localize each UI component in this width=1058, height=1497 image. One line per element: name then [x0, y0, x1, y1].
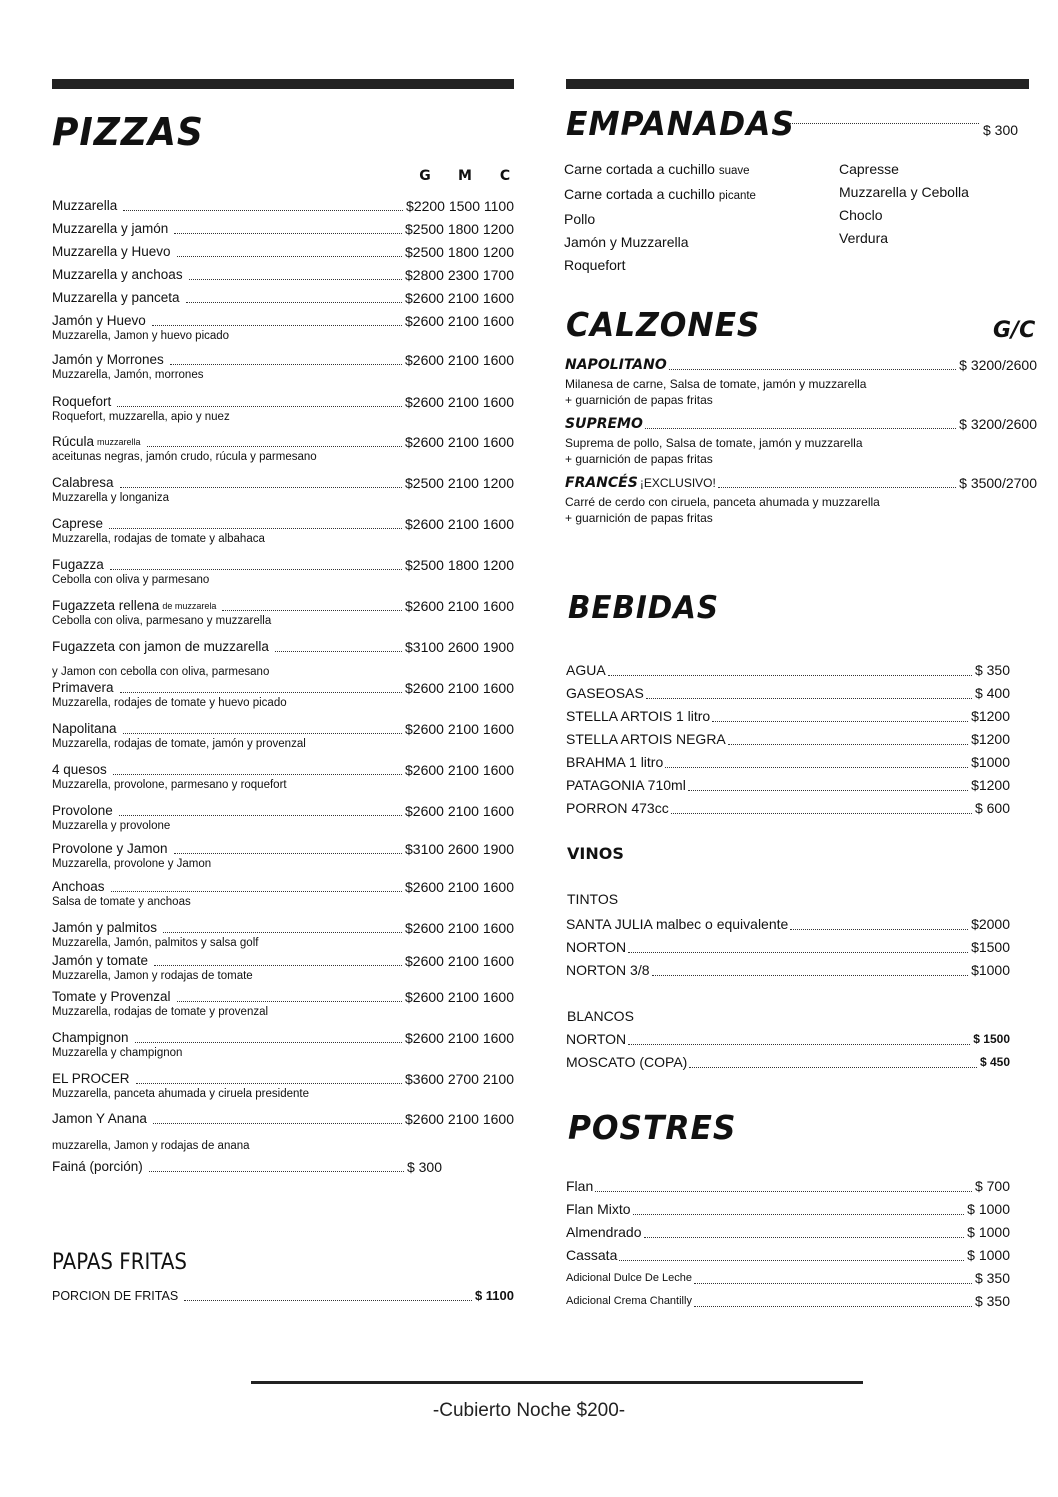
- menu-item-name: PATAGONIA 710ml: [566, 777, 686, 793]
- pizza-price: $2800 2300 1700: [405, 267, 514, 283]
- menu-row: [566, 1028, 1010, 1051]
- dotted-leader: [222, 610, 402, 611]
- menu-item-name: MOSCATO (COPA): [566, 1054, 688, 1070]
- size-m: M: [458, 168, 472, 184]
- menu-item-price: $1500: [971, 939, 1010, 955]
- dotted-leader: [120, 692, 402, 693]
- pizza-row: [52, 352, 514, 368]
- pizza-size-headers: [405, 168, 525, 184]
- empanada-variant: picante: [718, 190, 756, 202]
- pizza-price: $2200 1500 1100: [406, 198, 514, 214]
- empanada-name: Carne cortada a cuchillo: [564, 186, 715, 202]
- calzones-title: CALZONES: [566, 305, 761, 344]
- empanada-item: Capresse: [839, 161, 899, 177]
- pizza-item: [52, 803, 514, 833]
- pizza-row: [52, 841, 514, 857]
- pizza-description: Muzzarella, provolone y Jamon: [52, 858, 212, 870]
- menu-row: [566, 1175, 1010, 1198]
- pizza-name: Jamon Y Anana: [52, 1111, 147, 1126]
- pizza-item: [52, 394, 514, 424]
- dotted-leader: [275, 651, 402, 652]
- empanada-name: Jamón y Muzzarella: [564, 234, 689, 250]
- pizza-name: Primavera: [52, 680, 114, 695]
- empanada-item: [564, 158, 756, 183]
- pizza-name: Rúcula: [52, 434, 95, 449]
- calzone-row: [565, 416, 1037, 432]
- empanada-item: [564, 231, 756, 254]
- pizza-description: Cebolla con oliva, parmesano y muzzarella: [52, 615, 272, 627]
- blancos-list: [566, 1028, 1010, 1074]
- pizza-row: [52, 1159, 514, 1175]
- pizza-item: [52, 267, 514, 283]
- dotted-leader: [110, 569, 402, 570]
- dotted-leader: [163, 932, 402, 933]
- dotted-leader: [694, 1306, 972, 1307]
- dotted-leader: [147, 446, 402, 447]
- pizza-name: Fainá (porción): [52, 1159, 143, 1174]
- dotted-leader: [149, 1171, 404, 1172]
- pizza-price: $2600 2100 1600: [405, 1030, 514, 1046]
- pizza-row: [52, 879, 514, 895]
- pizza-price: $2600 2100 1600: [405, 920, 514, 936]
- pizza-name-note: muzzarella: [97, 437, 141, 447]
- postres-list: [566, 1175, 1010, 1313]
- pizza-description: Muzzarella, Jamón, palmitos y salsa golf: [52, 937, 259, 949]
- papas-title: PAPAS FRITAS: [52, 1250, 187, 1275]
- pizza-description: Muzzarella, Jamon y huevo picado: [52, 330, 230, 342]
- calzone-name: SUPREMO: [565, 416, 643, 432]
- postres-title: POSTRES: [568, 1108, 737, 1147]
- calzone-price: $ 3500/2700: [959, 475, 1037, 491]
- empanadas-price: $ 300: [983, 122, 1019, 138]
- pizza-price: $2600 2100 1600: [405, 989, 514, 1005]
- pizza-item: [52, 841, 514, 871]
- menu-item-price: $ 350: [974, 662, 1010, 678]
- calzone-price: $ 3200/2600: [959, 357, 1037, 373]
- dotted-leader: [645, 428, 956, 429]
- pizza-row: [52, 1030, 514, 1046]
- pizza-description: Muzzarella, rodajas de tomate y provenzal: [52, 1006, 269, 1018]
- pizza-row: [52, 1071, 514, 1087]
- pizza-row: [52, 198, 514, 214]
- papas-section: [52, 1288, 514, 1304]
- pizza-price: $2600 2100 1600: [405, 290, 514, 306]
- pizza-row: [52, 267, 514, 283]
- menu-item-price: $ 400: [974, 685, 1010, 701]
- pizza-item: [52, 352, 514, 382]
- pizza-description: Muzzarella, Jamón, morrones: [52, 369, 204, 381]
- pizza-name: EL PROCER: [52, 1071, 130, 1086]
- pizza-name: Caprese: [52, 516, 104, 531]
- menu-row: [566, 959, 1010, 982]
- pizza-price: $2600 2100 1600: [405, 953, 514, 969]
- dotted-leader: [789, 123, 979, 124]
- empanada-variant: suave: [718, 165, 750, 177]
- dotted-leader: [646, 698, 972, 699]
- calzone-side: + guarnición de papas fritas: [565, 452, 713, 466]
- pizza-name: Fugazzeta con jamon de muzzarella: [52, 639, 269, 654]
- menu-item-price: $2000: [971, 916, 1010, 932]
- pizza-price: $2500 1800 1200: [405, 244, 514, 260]
- papas-item-price: $ 1100: [474, 1288, 514, 1303]
- menu-row: [566, 728, 1010, 751]
- menu-row: [566, 936, 1010, 959]
- pizzas-top-bar: [52, 79, 514, 89]
- pizza-price: $3100 2600 1900: [405, 841, 514, 857]
- pizza-item: [52, 680, 514, 710]
- pizza-row: [52, 290, 514, 306]
- pizza-row: [52, 920, 514, 936]
- dotted-leader: [189, 279, 402, 280]
- menu-item-price: $1200: [971, 708, 1010, 724]
- dotted-leader: [619, 1260, 964, 1261]
- menu-item-name: Almendrado: [566, 1224, 642, 1240]
- menu-item-price: $ 1000: [967, 1201, 1010, 1217]
- dotted-leader: [628, 952, 968, 953]
- dotted-leader: [595, 1191, 972, 1192]
- dotted-leader: [109, 528, 402, 529]
- menu-item-name: GASEOSAS: [566, 685, 644, 701]
- pizza-row: [52, 598, 514, 614]
- calzone-item: [565, 475, 1037, 526]
- calzone-row: [565, 475, 1037, 491]
- dotted-leader: [152, 325, 402, 326]
- calzone-name: FRANCÉS: [565, 475, 638, 491]
- pizza-item: [52, 557, 514, 587]
- pizza-row: [52, 1111, 514, 1127]
- menu-row: [566, 1221, 1010, 1244]
- tintos-list: [566, 913, 1010, 982]
- pizza-name: Muzzarella y jamón: [52, 221, 169, 236]
- pizza-description: aceitunas negras, jamón crudo, rúcula y parmesano: [52, 451, 317, 463]
- pizza-description: y Jamon con cebolla con oliva, parmesano: [52, 666, 270, 678]
- pizza-item: [52, 953, 514, 983]
- dotted-leader: [136, 1083, 402, 1084]
- calzone-description: Milanesa de carne, Salsa de tomate, jamón y muzzarella: [565, 377, 867, 391]
- pizza-item: [52, 1159, 514, 1175]
- calzones-sizes: G/C: [993, 318, 1036, 343]
- pizza-item: [52, 721, 514, 751]
- pizza-item: [52, 639, 514, 679]
- pizza-name: Champignon: [52, 1030, 129, 1045]
- pizza-row: [52, 244, 514, 260]
- pizza-name: Muzzarella y panceta: [52, 290, 180, 305]
- pizza-name: Muzzarella y Huevo: [52, 244, 171, 259]
- dotted-leader: [170, 364, 402, 365]
- pizza-price: $ 300: [406, 1159, 442, 1175]
- pizza-row: [52, 762, 514, 778]
- menu-row: [566, 659, 1010, 682]
- menu-row: [566, 913, 1010, 936]
- menu-item-name: Cassata: [566, 1247, 618, 1263]
- dotted-leader: [177, 256, 402, 257]
- dotted-leader: [120, 487, 402, 488]
- menu-item-name: NORTON 3/8: [566, 962, 650, 978]
- dotted-leader: [633, 1214, 965, 1215]
- pizza-price: $2600 2100 1600: [405, 352, 514, 368]
- pizza-item: [52, 1030, 514, 1060]
- pizza-price: $3600 2700 2100: [405, 1071, 514, 1087]
- menu-item-name: Adicional Dulce De Leche: [566, 1272, 692, 1284]
- pizza-name: Calabresa: [52, 475, 114, 490]
- empanadas-title: EMPANADAS: [566, 104, 795, 143]
- pizza-item: [52, 290, 514, 306]
- dotted-leader: [712, 721, 968, 722]
- pizza-row: [52, 313, 514, 329]
- menu-row: [566, 705, 1010, 728]
- dotted-leader: [644, 1237, 965, 1238]
- pizza-item: [52, 920, 514, 950]
- menu-row: [566, 682, 1010, 705]
- menu-item-name: NORTON: [566, 939, 627, 955]
- menu-row: [566, 1051, 1010, 1074]
- pizza-item: [52, 313, 514, 343]
- menu-item-price: $ 350: [974, 1270, 1010, 1286]
- dotted-leader: [186, 302, 402, 303]
- pizza-name: Jamón y tomate: [52, 953, 149, 968]
- pizza-description: Muzzarella, panceta ahumada y ciruela presidente: [52, 1088, 309, 1100]
- calzone-name: NAPOLITANO: [565, 357, 667, 373]
- empanada-name: Roquefort: [564, 257, 626, 273]
- pizza-name-note: de muzzarela: [162, 601, 217, 611]
- pizza-item: [52, 198, 514, 214]
- dotted-leader: [665, 767, 968, 768]
- pizza-item: [52, 244, 514, 260]
- pizza-description: Muzzarella y provolone: [52, 820, 171, 832]
- menu-item-price: $ 350: [974, 1293, 1010, 1309]
- empanada-item: [564, 183, 756, 208]
- pizza-price: $2600 2100 1600: [405, 721, 514, 737]
- dotted-leader: [628, 1044, 970, 1045]
- pizza-name: Jamón y palmitos: [52, 920, 158, 935]
- calzone-item: [565, 416, 1037, 467]
- empanada-item: [564, 254, 756, 277]
- dotted-leader: [174, 233, 402, 234]
- dotted-leader: [123, 210, 403, 211]
- dotted-leader: [608, 675, 972, 676]
- menu-item-name: SANTA JULIA malbec o equivalente: [566, 916, 789, 932]
- pizza-price: $2600 2100 1600: [405, 803, 514, 819]
- menu-item-price: $1200: [971, 731, 1010, 747]
- pizza-price: $2600 2100 1600: [405, 879, 514, 895]
- dotted-leader: [718, 487, 956, 488]
- pizza-item: [52, 762, 514, 792]
- footer-note: -Cubierto Noche $200-: [432, 1400, 626, 1421]
- pizza-description: Muzzarella y champignon: [52, 1047, 183, 1059]
- pizza-row: [52, 434, 514, 450]
- menu-item-price: $ 1000: [967, 1224, 1010, 1240]
- pizza-row: [52, 394, 514, 410]
- menu-item-name: Flan: [566, 1178, 594, 1194]
- pizza-description: Cebolla con oliva y parmesano: [52, 574, 210, 586]
- footer-divider: [251, 1381, 863, 1384]
- pizzas-title: PIZZAS: [52, 110, 204, 154]
- dotted-leader: [652, 975, 969, 976]
- dotted-leader: [671, 813, 972, 814]
- papas-item: [52, 1288, 514, 1304]
- pizza-row: [52, 803, 514, 819]
- pizza-row: [52, 639, 514, 655]
- pizza-description: muzzarella, Jamon y rodajas de anana: [52, 1140, 250, 1152]
- bebidas-title: BEBIDAS: [568, 590, 720, 626]
- pizza-name: Provolone: [52, 803, 113, 818]
- vinos-title: VINOS: [567, 844, 624, 863]
- pizza-description: Muzzarella, rodajes de tomate y huevo picado: [52, 697, 287, 709]
- dotted-leader: [135, 1042, 402, 1043]
- papas-item-name: PORCION DE FRITAS: [52, 1289, 179, 1303]
- pizza-name: Anchoas: [52, 879, 105, 894]
- dotted-leader: [728, 744, 968, 745]
- menu-item-name: NORTON: [566, 1031, 627, 1047]
- pizza-name: Muzzarella: [52, 198, 118, 213]
- menu-item-price: $ 1500: [973, 1032, 1010, 1046]
- pizza-price: $2600 2100 1600: [405, 516, 514, 532]
- menu-item-name: BRAHMA 1 litro: [566, 754, 664, 770]
- dotted-leader: [688, 790, 968, 791]
- pizza-name: Napolitana: [52, 721, 117, 736]
- menu-item-name: Flan Mixto: [566, 1201, 631, 1217]
- pizza-row: [52, 721, 514, 737]
- pizza-row: [52, 475, 514, 491]
- pizza-name: Jamón y Huevo: [52, 313, 146, 328]
- pizza-row: [52, 557, 514, 573]
- pizza-description: Muzzarella, rodajas de tomate y albahaca: [52, 533, 265, 545]
- pizza-name: Jamón y Morrones: [52, 352, 164, 367]
- dotted-leader: [111, 891, 402, 892]
- dotted-leader: [119, 815, 402, 816]
- empanada-item: Verdura: [839, 230, 889, 246]
- pizza-item: [52, 1071, 514, 1101]
- menu-row: [566, 1290, 1010, 1313]
- calzone-badge: ¡EXCLUSIVO!: [639, 476, 716, 490]
- pizza-name: Muzzarella y anchoas: [52, 267, 183, 282]
- empanada-name: Carne cortada a cuchillo: [564, 161, 715, 177]
- menu-item-price: $ 1000: [967, 1247, 1010, 1263]
- menu-item-name: PORRON 473cc: [566, 800, 669, 816]
- menu-item-price: $1000: [971, 962, 1010, 978]
- pizza-row: [52, 221, 514, 237]
- dotted-leader: [177, 1001, 402, 1002]
- pizza-name: 4 quesos: [52, 762, 107, 777]
- empanadas-top-bar: [566, 79, 1029, 89]
- pizza-price: $2600 2100 1600: [405, 680, 514, 696]
- menu-item-price: $ 700: [974, 1178, 1010, 1194]
- menu-row: [566, 751, 1010, 774]
- tintos-label: TINTOS: [567, 891, 619, 907]
- pizza-item: [52, 598, 514, 628]
- calzone-side: + guarnición de papas fritas: [565, 511, 713, 525]
- dotted-leader: [113, 774, 402, 775]
- pizza-item: [52, 516, 514, 546]
- pizza-row: [52, 516, 514, 532]
- pizza-description: Muzzarella y longaniza: [52, 492, 169, 504]
- pizza-price: $2600 2100 1600: [405, 1111, 514, 1127]
- dotted-leader: [184, 1300, 472, 1301]
- menu-row: [566, 774, 1010, 797]
- calzone-description: Carré de cerdo con ciruela, panceta ahumada y muzzarella: [565, 495, 880, 509]
- menu-item-price: $ 600: [974, 800, 1010, 816]
- pizza-item: [52, 1111, 514, 1153]
- pizza-name: Fugazzeta rellena: [52, 598, 160, 613]
- dotted-leader: [689, 1067, 977, 1068]
- pizza-price: $2600 2100 1600: [405, 434, 514, 450]
- pizza-price: $3100 2600 1900: [405, 639, 514, 655]
- menu-item-price: $1000: [971, 754, 1010, 770]
- empanada-item: Muzzarella y Cebolla: [839, 184, 969, 200]
- pizza-description: Muzzarella, rodajas de tomate, jamón y provenzal: [52, 738, 306, 750]
- pizza-name: Provolone y Jamon: [52, 841, 168, 856]
- calzone-side: + guarnición de papas fritas: [565, 393, 713, 407]
- pizza-item: [52, 879, 514, 909]
- calzone-description: Suprema de pollo, Salsa de tomate, jamón y muzzarella: [565, 436, 863, 450]
- menu-row: [566, 797, 1010, 820]
- pizza-description: Muzzarella, Jamon y rodajas de tomate: [52, 970, 253, 982]
- pizza-row: [52, 953, 514, 969]
- pizza-name: Tomate y Provenzal: [52, 989, 171, 1004]
- menu-item-price: $ 450: [979, 1055, 1010, 1069]
- pizza-item: [52, 221, 514, 237]
- pizza-price: $2500 1800 1200: [405, 557, 514, 573]
- menu-item-name: STELLA ARTOIS 1 litro: [566, 708, 711, 724]
- dotted-leader: [694, 1283, 972, 1284]
- pizza-name: Fugazza: [52, 557, 104, 572]
- menu-item-name: STELLA ARTOIS NEGRA: [566, 731, 726, 747]
- menu-item-name: Adicional Crema Chantilly: [566, 1295, 692, 1307]
- menu-row: [566, 1198, 1010, 1221]
- pizza-row: [52, 680, 514, 696]
- menu-row: [566, 1244, 1010, 1267]
- menu-item-name: AGUA: [566, 662, 606, 678]
- size-c: C: [499, 168, 511, 184]
- dotted-leader: [117, 406, 402, 407]
- pizza-price: $2500 2100 1200: [405, 475, 514, 491]
- pizza-description: Salsa de tomate y anchoas: [52, 896, 191, 908]
- pizza-item: [52, 475, 514, 505]
- pizza-name: Roquefort: [52, 394, 112, 409]
- pizza-price: $2600 2100 1600: [405, 313, 514, 329]
- dotted-leader: [123, 733, 402, 734]
- dotted-leader: [669, 369, 956, 370]
- dotted-leader: [153, 1123, 402, 1124]
- pizza-price: $2600 2100 1600: [405, 598, 514, 614]
- menu-item-price: $1200: [971, 777, 1010, 793]
- pizza-row: [52, 989, 514, 1005]
- size-g: G: [419, 168, 431, 184]
- pizza-description: Roquefort, muzzarella, apio y nuez: [52, 411, 230, 423]
- calzone-row: [565, 357, 1037, 373]
- empanadas-right-list: [839, 158, 969, 250]
- pizza-price: $2600 2100 1600: [405, 394, 514, 410]
- pizza-price: $2500 1800 1200: [405, 221, 514, 237]
- pizza-item: [52, 434, 514, 464]
- empanadas-left-list: [564, 158, 756, 277]
- calzone-price: $ 3200/2600: [959, 416, 1037, 432]
- empanada-item: [564, 208, 756, 231]
- menu-row: [566, 1267, 1010, 1290]
- dotted-leader: [790, 929, 968, 930]
- calzone-item: [565, 357, 1037, 408]
- empanada-name: Pollo: [564, 211, 596, 227]
- pizza-price: $2600 2100 1600: [405, 762, 514, 778]
- dotted-leader: [174, 853, 402, 854]
- pizza-description: Muzzarella, provolone, parmesano y roquefort: [52, 779, 287, 791]
- empanada-item: Choclo: [839, 207, 883, 223]
- pizza-item: [52, 989, 514, 1019]
- blancos-label: BLANCOS: [567, 1008, 634, 1024]
- bebidas-list: [566, 659, 1010, 820]
- dotted-leader: [154, 965, 402, 966]
